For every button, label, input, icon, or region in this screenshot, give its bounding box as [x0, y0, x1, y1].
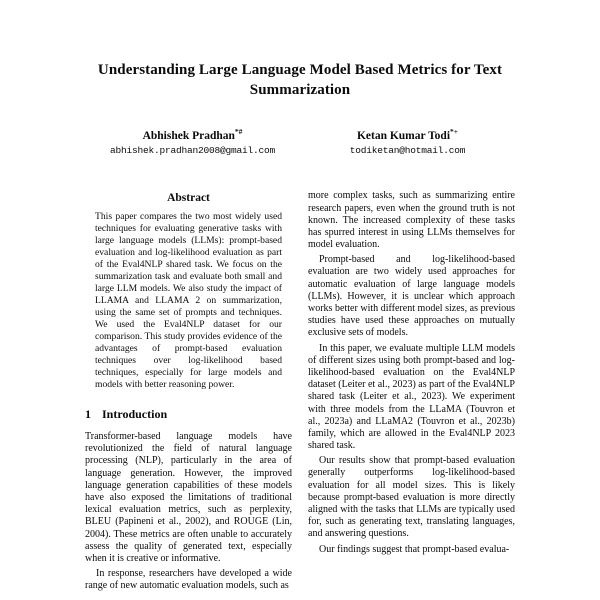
two-column-body	[85, 190, 515, 595]
paper-title: Understanding Large Language Model Based Metrics for Text Summarization	[97, 62, 503, 99]
right-paragraph-2: Prompt-based and log-likelihood-based evaluation are two widely used approaches for automatic evaluation of large language models (LLMs). However, it is unclear which approach works better with different model sizes, as previous studies have used these approaches on mutually exclusive sets of models.	[308, 254, 515, 339]
intro-paragraph-1: Transformer-based language models have revolutionized the field of natural language processing (NLP), particularly in the area of language generation. However, the improved language generation capabilities of these models have also exposed the limitations of traditional lexical evaluation metrics, such as perplexity, BLEU (Papineni et al., 2002), and ROUGE (Lin, 2004). These metrics are often unable to accurately assess the quality of generated text, especially when it is creative or informative.	[85, 431, 292, 564]
right-paragraph-5: Our findings suggest that prompt-based evalua-	[319, 543, 510, 555]
author-1-name-text: Abhishek Pradhan	[142, 129, 235, 142]
author-1-affiliation-marks: *#	[234, 126, 243, 136]
intro-paragraph-2: In response, researchers have developed a wide range of new automatic evaluation models, such as	[85, 568, 292, 592]
abstract-heading: Abstract	[167, 192, 210, 205]
abstract-section	[85, 192, 292, 391]
section-1-heading	[85, 407, 292, 422]
author-block	[85, 127, 515, 157]
author-1-name	[85, 127, 300, 142]
left-column	[85, 190, 292, 595]
abstract-text: This paper compares the two most widely used techniques for evaluating generative tasks with large language models (LLMs): prompt-based evaluation and log-likelihood evaluation as part of the Eval4NLP shared task. We focus on the summarization task and evaluate both small and large LLM models. We also study the impact of LLAMA and LLAMA 2 on summarization, using the same set of prompts and techniques. We used the Eval4NLP dataset for our comparison. This study provides evidence of the advantages of prompt-based evaluation techniques over log-likelihood based techniques, especially for large models and models with better reasoning power.	[95, 211, 282, 391]
author-2-name	[300, 127, 515, 142]
author-2-name-text: Ketan Kumar Todi	[356, 129, 451, 142]
right-paragraph-1: more complex tasks, such as summarizing entire research papers, even when the ground truth is not known. The increased complexity of these tasks has spurred interest in using LLMs themselves for model evaluation.	[308, 190, 515, 251]
right-paragraph-4: Our results show that prompt-based evaluation generally outperforms log-likelihood-based evaluation for all model sizes. This is likely because prompt-based evaluation is more directly aligned with the tasks that LLMs are typically used for, such as generating text, translating languages, and answering questions.	[308, 455, 515, 540]
author-2-email: todiketan@hotmail.com	[349, 145, 466, 157]
right-column	[308, 190, 515, 558]
section-1-title: Introduction	[102, 407, 168, 422]
author-2-affiliation-marks: *+	[450, 126, 459, 136]
right-paragraph-3: In this paper, we evaluate multiple LLM models of different sizes using both prompt-based and log-likelihood-based evaluation on the Eval4NLP dataset (Leiter et al., 2023) as part of the Eval4NLP shared task (Leiter et al., 2023). We experiment with three models from the LLaMA (Touvron et al., 2023a) and LLaMA2 (Touvron et al., 2023b) family, which are allowed in the Eval4NLP 2023 shared task.	[308, 342, 515, 452]
author-1-email: abhishek.pradhan2008@gmail.com	[109, 145, 276, 157]
author-2	[300, 127, 515, 157]
author-1	[85, 127, 300, 157]
section-1-number: 1	[85, 407, 91, 422]
